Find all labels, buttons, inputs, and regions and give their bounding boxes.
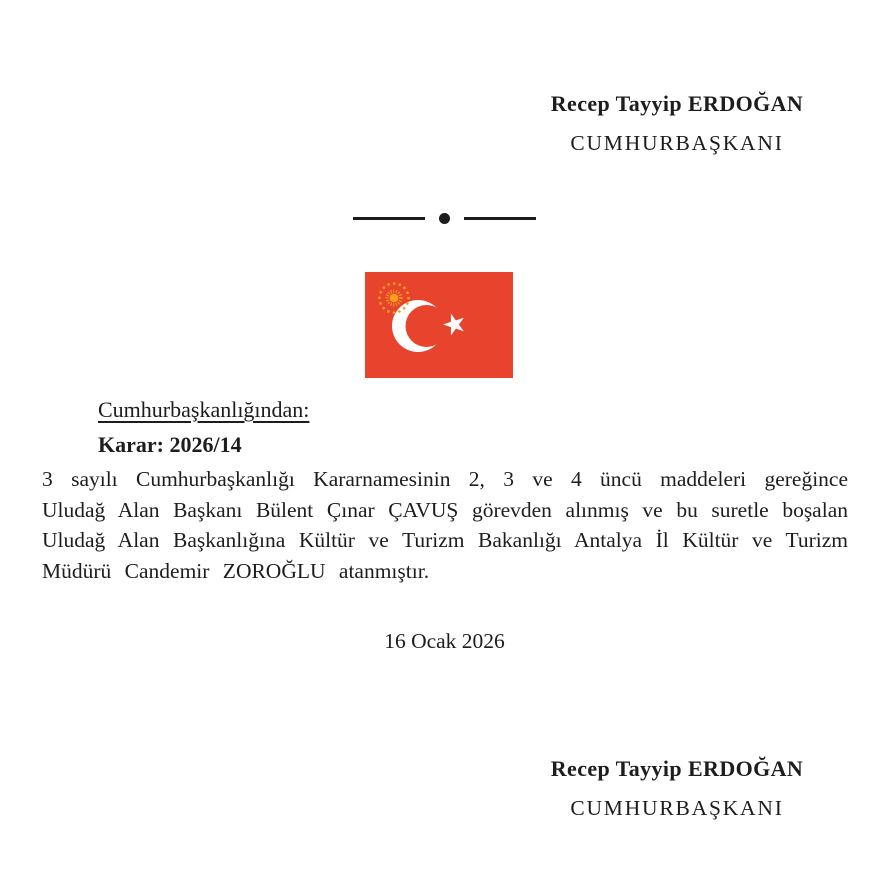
president-name: Recep Tayyip ERDOĞAN	[550, 91, 804, 116]
crescent-cutout	[406, 305, 448, 347]
decision-number: Karar: 2026/14	[98, 432, 242, 457]
divider-line-right	[464, 217, 536, 220]
seal-sun-core	[390, 294, 399, 303]
issuing-authority: Cumhurbaşkanlığından:	[98, 397, 310, 422]
section-divider	[353, 212, 536, 225]
turkish-flag-image	[365, 272, 513, 378]
divider-dot	[439, 213, 450, 224]
signature-block-bottom	[547, 756, 807, 820]
president-title: CUMHURBAŞKANI	[570, 796, 784, 820]
turkish-flag	[365, 272, 513, 378]
decree-date: 16 Ocak 2026	[384, 629, 505, 653]
divider-line-left	[353, 217, 425, 220]
president-title: CUMHURBAŞKANI	[570, 131, 784, 155]
decree-heading	[98, 396, 309, 459]
decree-body-paragraph: 3 sayılı Cumhurbaşkanlığı Kararnamesinin 2, 3 ve 4 üncü maddeleri gereğince Uludağ Alan Başkanı Bülent Çınar ÇAVUŞ görevden alınmış ve bu suretle boşalan Uludağ Alan Başkanlığına Kültür ve Turizm Bakanlığı Antalya İl Kültür ve Turizm Müdürü Candemir ZOROĞLU atanmıştır.	[42, 467, 848, 583]
signature-block-top	[547, 91, 807, 155]
president-name: Recep Tayyip ERDOĞAN	[550, 756, 804, 781]
